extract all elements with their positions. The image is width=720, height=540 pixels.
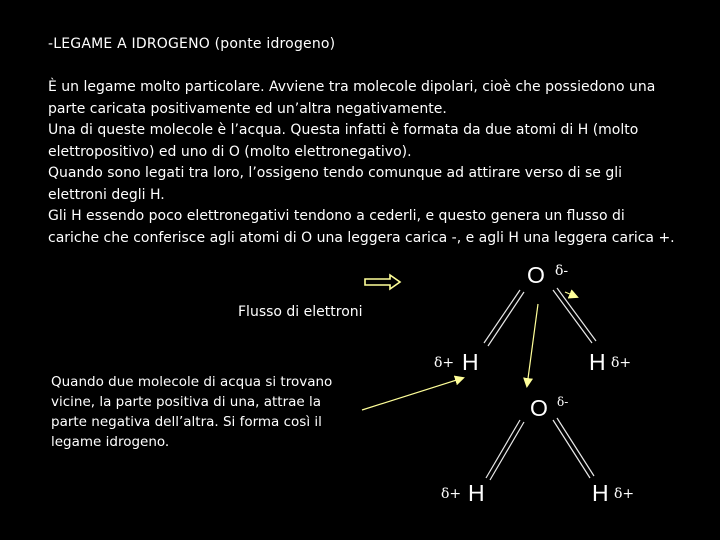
hydrogen-partial-charge: δ+ [441,486,462,502]
oxygen-atom: O [527,262,545,288]
hydrogen-atom: H [592,480,609,506]
hydrogen-atom: H [462,349,479,375]
electron-flow-arrow [365,275,400,289]
note-line: legame idrogeno. [51,434,170,450]
paragraph-line: elettropositivo) ed uno di O (molto elettronegativo). [48,143,412,160]
hydrogen-atom: H [589,349,606,375]
hydrogen-partial-charge: δ+ [614,486,635,502]
bond-o2-h-left [490,422,524,480]
paragraph-line: È un legame molto particolare. Avviene tra molecole dipolari, cioè che possiedono una [48,79,656,95]
oxygen-atom: O [530,395,548,421]
note-line: vicine, la parte positiva di una, attrae la [51,394,322,410]
note-line: Quando due molecole di acqua si trovano [51,374,333,390]
paragraph-line: cariche che conferisce agli atomi di O una leggera carica -, e agli H una leggera carica +. [48,229,675,246]
bond-o2-h-left [486,420,520,478]
note-line: parte negativa dell’altra. Si forma così il [51,414,322,430]
arrow-to-flow [565,292,577,297]
slide-title: -LEGAME A IDROGENO (ponte idrogeno) [48,36,336,52]
paragraph-line: Gli H essendo poco elettronegativi tendono a cederli, e questo genera un flusso di [48,208,625,224]
paragraph-line: Quando sono legati tra loro, l’ossigeno tendo comunque ad attirare verso di se gli [48,165,622,181]
bond-o1-h-left [484,290,520,343]
hydrogen-partial-charge: δ+ [611,355,632,371]
paragraph-line: parte caricata positivamente ed un’altra negativamente. [48,100,447,117]
paragraph-line: Una di queste molecole è l’acqua. Questa infatti è formata da due atomi di H (molto [48,122,639,138]
bond-o1-h-right [557,288,596,341]
bond-o1-h-left [488,292,524,346]
electron-flow-label: Flusso di elettroni [238,304,363,320]
bond-o2-h-right [553,420,590,478]
oxygen-partial-charge: δ- [555,263,569,279]
hydrogen-partial-charge: δ+ [434,355,455,371]
hydrogen-bond-arrow [527,304,538,386]
bond-o2-h-right [557,418,594,476]
oxygen-partial-charge: δ- [557,395,569,409]
paragraph-line: elettroni degli H. [48,186,165,203]
hydrogen-atom: H [468,480,485,506]
hydrogen-bond-note [51,372,371,452]
bond-o1-h-right [553,290,592,343]
note-pointer-arrow [362,378,463,410]
